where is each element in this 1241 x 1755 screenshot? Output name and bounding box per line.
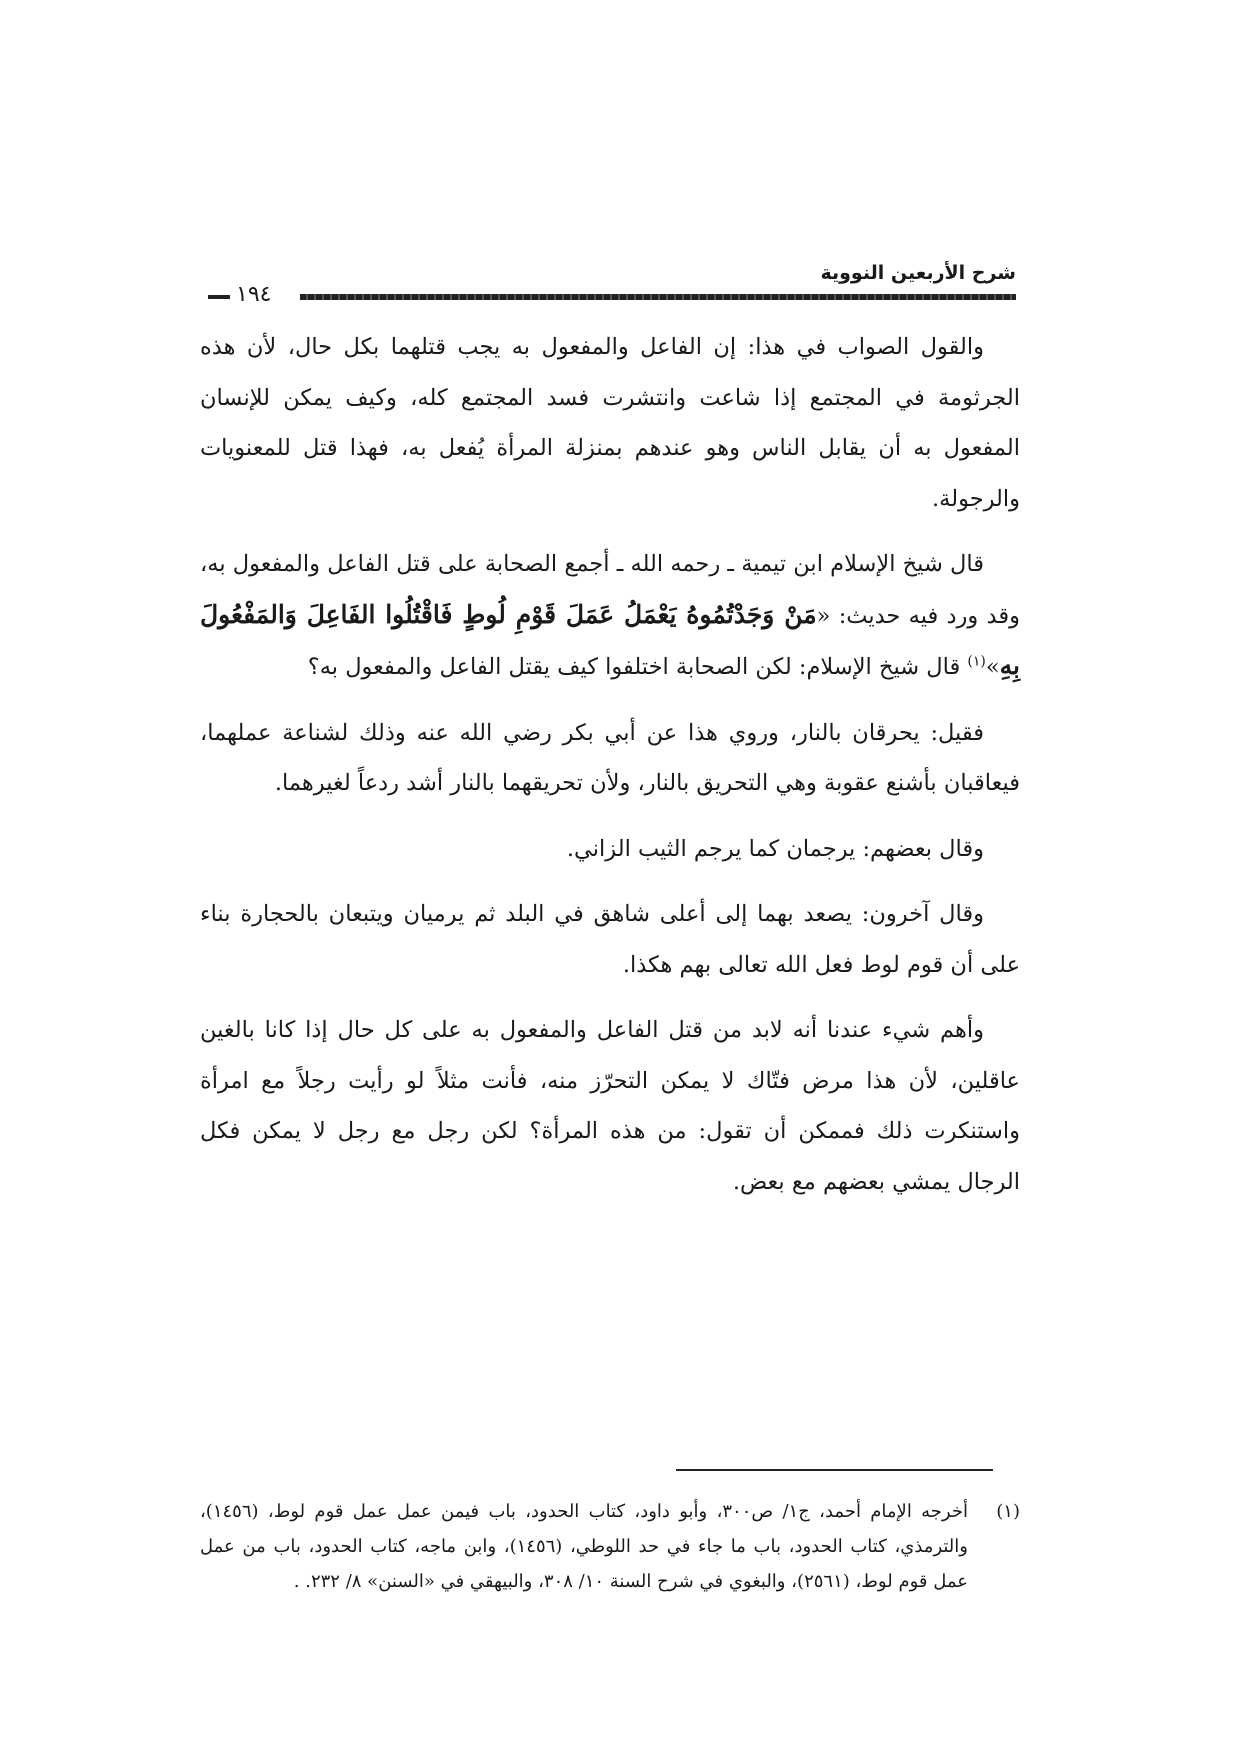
paragraph: وقال بعضهم: يرجمان كما يرجم الثيب الزاني.	[566, 835, 984, 862]
paragraph: وأهم شيء عندنا أنه لابد من قتل الفاعل والمفعول به على كل حال إذا كانا بالغين عاقلين، لأن هذا مرض فتّاك لا يمكن التحرّز منه، فأنت مثلاً لو رأيت رجلاً مع امرأة واستنكرت ذلك فممكن أن تقول: من هذه المرأة؟ لكن رجل مع رجل لا يمكن فكل الرجال يمشي بعضهم مع بعض.	[200, 1017, 1020, 1195]
page-number: ١٩٤	[236, 282, 272, 307]
footnote-text: أخرجه الإمام أحمد، ج١/ ص٣٠٠، وأبو داود، كتاب الحدود، باب فيمن عمل عمل قوم لوط، (١٤٥٦)، والترمذي، كتاب الحدود، باب ما جاء في حد اللوطي، (١٤٥٦)، وابن ماجه، كتاب الحدود، باب من عمل عمل قوم لوط، (٢٥٦١)، والبغوي في شرح السنة ١٠/ ٣٠٨، والبيهقي في «السنن» ٨/ ٢٣٢. .	[200, 1501, 968, 1592]
paragraph: وقال آخرون: يصعد بهما إلى أعلى شاهق في البلد ثم يرميان ويتبعان بالحجارة بناء على أن قوم لوط فعل الله تعالى بهم هكذا.	[200, 901, 1020, 978]
running-header	[208, 262, 1016, 312]
header-rule-left	[208, 295, 230, 299]
paragraph: فقيل: يحرقان بالنار، وروي هذا عن أبي بكر رضي الله عنه وذلك لشناعة عملهما، فيعاقبان بأشنع عقوبة وهي التحريق بالنار، ولأن تحريقهما بالنار أشد ردعاً لغيرهما.	[200, 719, 1020, 796]
paragraph-text: قال شيخ الإسلام: لكن الصحابة اختلفوا كيف يقتل الفاعل والمفعول به؟	[307, 654, 968, 680]
footnote-reference: (١)	[967, 653, 986, 670]
hadith-quote: مَنْ وَجَدْتُمُوهُ يَعْمَلُ عَمَلَ قَوْمِ لُوطٍ فَاقْتُلُوا الفَاعِلَ وَالمَفْعُولَ بِهِ	[200, 599, 1020, 680]
main-text	[200, 322, 1020, 1222]
footnote	[200, 1494, 1020, 1599]
paragraph: والقول الصواب في هذا: إن الفاعل والمفعول به يجب قتلهما بكل حال، لأن هذه الجرثومة في المجتمع إذا شاعت وانتشرت فسد المجتمع كله، وكيف يمكن للإنسان المفعول به أن يقابل الناس وهو عندهم بمنزلة المرأة يُفعل به، فهذا قتل للمعنويات والرجولة.	[200, 334, 1020, 512]
footnote-separator	[676, 1469, 993, 1471]
paragraph-text: قال شيخ الإسلام ابن تيمية ـ رحمه الله ـ أجمع الصحابة على قتل الفاعل والمفعول به، وقد ورد فيه حديث: «	[200, 551, 1020, 629]
paragraph-with-hadith	[200, 539, 1020, 693]
header-rule	[300, 294, 1016, 300]
book-title: شرح الأربعين النووية	[820, 262, 1016, 284]
footnotes	[200, 1494, 1020, 1599]
footnote-number: (١)	[996, 1501, 1020, 1522]
quote-mark: »	[985, 654, 1000, 680]
